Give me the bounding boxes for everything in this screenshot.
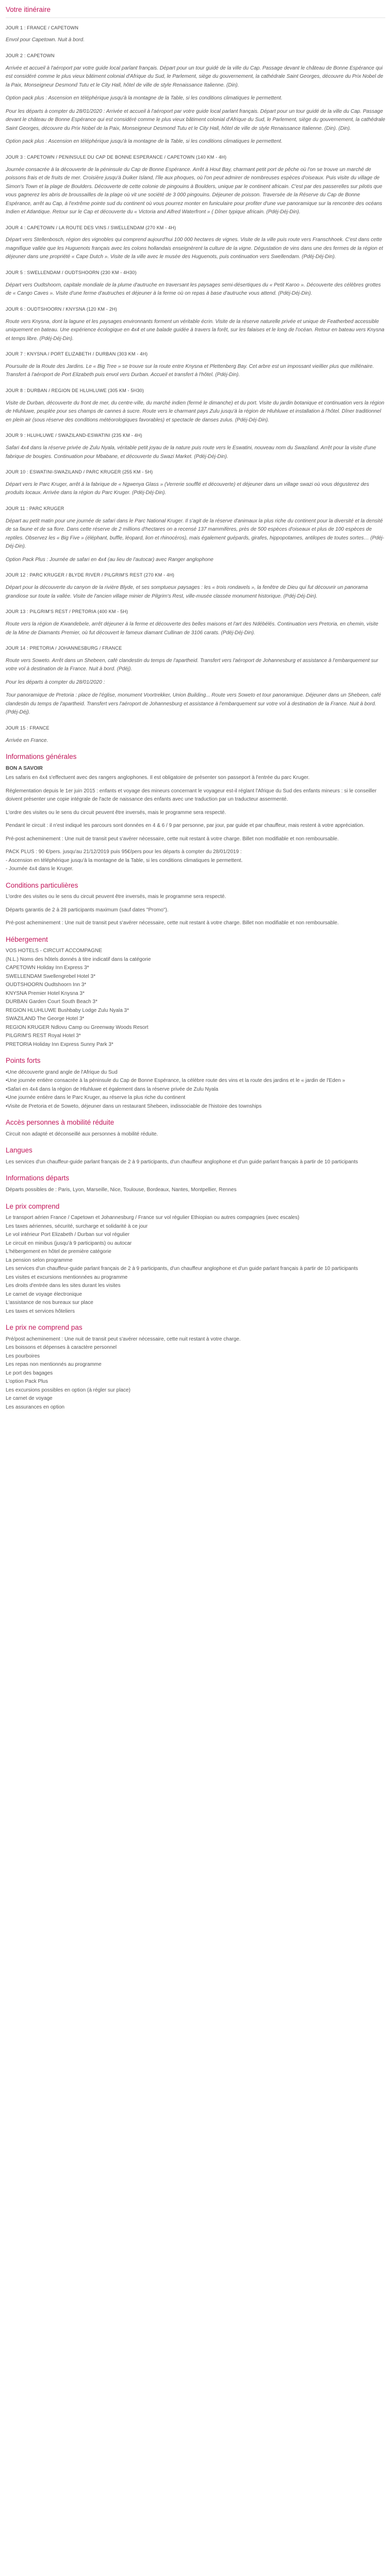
day-paragraph: Route vers la région de Kwandebele, arrêt déjeuner à la ferme et découverte des belles maisons et l'art des Ndébélés. Continuation vers Pretoria, en chemin, visite de la Mine de Diamants Premier, où fut découvert le fameux diamant Cullinan de 3106 carats. (Pdéj-Déj-Din). [6, 621, 379, 636]
day-title: JOUR 5 : SWELLENDAM / OUDTSHOORN (230 KM - 4H30) [6, 269, 137, 275]
day-title: JOUR 7 : KNYSNA / PORT ELIZABETH / DURBAN (303 KM - 4H) [6, 351, 148, 357]
hotel-item: PRETORIA Holiday Inn Express Sunny Park 3* [6, 1041, 113, 1047]
excluded-item: Les repas non mentionnés au programme [6, 1362, 102, 1368]
highlight-item: • Une découverte grand angle de l'Afrique du Sud [6, 1069, 385, 1077]
day-title: JOUR 12 : PARC KRUGER / BLYDE RIVER / PILGRIM'S REST (270 KM - 4H) [6, 572, 174, 578]
day-paragraph: Pour les départs à compter du 28/01/2020 : Arrivée et accueil à l'aéroport par votre guide local parlant français. Départ pour un tour guidé de la ville du Cap. Passage devant le château de Bonne Espérance qui est considéré comme le plus vieux bâtiment colonial d'Afrique du Sud, le Parlement, siège du gouvernement, la cathédrale Saint Georges, découvre du Prix Nobel de la Paix, Monseigneur Desmond Tutu et le City Hall, hôtel de ville de style Renaissance Italienne. (Din). (Din). [6, 108, 385, 131]
itinerary-day [6, 154, 385, 217]
condition-paragraph: Pré-post acheminement : Une nuit de transit peut s'avérer nécessaire, cette nuit restant à votre charge. Billet non modifiable et non remboursable. [6, 920, 339, 926]
info-paragraph: Les safaris en 4x4 s'effectuent avec des rangers anglophones. Il est obligatoire de présenter son passeport à l'entrée du parc Kruger. [6, 775, 309, 781]
condition-paragraph: L'ordre des visites ou le sens du circuit peuvent être inversés, mais le programme sera respecté. [6, 894, 226, 900]
hebergement-list [6, 947, 385, 1049]
included-item: Les taxes aériennes, sécurité, surcharge et solidarité à ce jour [6, 1223, 148, 1229]
day-paragraph: Option pack plus : Ascension en téléphérique jusqu'à la montagne de la Table, si les conditions climatiques le permettent. [6, 139, 283, 145]
prix-comprend-title: Le prix comprend [6, 1202, 60, 1210]
info-paragraph: Réglementation depuis le 1er juin 2015 : enfants et voyage des mineurs concernant le voyageur est-il réglant l'Afrique du Sud des enfants mineurs : si le conseiller doivent présenter une copie intégrale de l'acte de naissance des enfants avec une traduction par un traducteur assermenté. [6, 788, 377, 803]
hotel-item: DURBAN Garden Court South Beach 3* [6, 999, 97, 1005]
condition-paragraph: Départs garantis de 2 à 28 participants maximum (sauf dates "Promo"). [6, 907, 169, 913]
langues-title: Langues [6, 1146, 32, 1155]
day-paragraph: Arrivée en France. [6, 737, 48, 743]
day-paragraph: Pour les départs à compter du 28/01/2020 : [6, 679, 105, 685]
day-paragraph: Départ au petit matin pour une journée de safari dans le Parc National Kruger. Il s'agit de la réserve d'animaux la plus riche du continent pour la diversité et la densité de sa faune et de sa flore. Dans cette réserve de 2 millions d'hectares on a recensé 137 mammifères, près de 500 espèces d'oiseaux et plus de 100 espèces de reptiles. Observez les « Big Five » (éléphant, buffle, léopard, lion et rhinocéros), mais également guépards, girafes, hippopotames, antilopes de toutes sortes… (Pdéj-Déj-Din). [6, 518, 384, 550]
included-item: La pension selon programme [6, 1257, 73, 1263]
info-paragraph: PACK PLUS : 90 €/pers. jusqu'au 21/12/2019 puis 95€/pers pour les départs à compter du 28/01/2019 : - Ascension en téléphérique jusqu'à la montagne de la Table, si les conditions climatiques le permettent. - Journée 4x4 dans le Kruger. [6, 849, 243, 872]
hotel-item: KNYSNA Premier Hotel Knysna 3* [6, 990, 85, 996]
itinerary-title: Votre itinéraire [6, 6, 51, 13]
day-paragraph: Départ vers Oudtshoorn, capitale mondiale de la plume d'autruche en traversant les paysages semi-désertiques du « Petit Karoo ». Découverte des célèbres grottes de « Cango Caves ». Visite d'une ferme d'autruches et déjeuner à la ferme où on repas à base d'autruche vous attend. (Pdéj-Déj-Din). [6, 282, 381, 297]
excluded-item: Le port des bagages [6, 1370, 53, 1376]
included-item: L'assistance de nos bureaux sur place [6, 1300, 93, 1306]
departs-title: Informations départs [6, 1174, 70, 1182]
prix-ne-comprend-title: Le prix ne comprend pas [6, 1324, 83, 1332]
hotel-item: OUDTSHOORN Oudtshoorn Inn 3* [6, 982, 87, 988]
excluded-item: Le carnet de voyage [6, 1396, 53, 1402]
day-paragraph: Safari 4x4 dans la réserve privée de Zulu Nyala, véritable petit joyau de la nature puis route vers le Eswatini, nouveau nom du Swaziland. Arrêt pour la visite d'une fabrique de bougies. Continuation pour Mbabane, et découverte du Swazi Market. (Pdéj-Déj-Din). [6, 445, 377, 460]
day-title: JOUR 14 : PRETORIA / JOHANNESBURG / FRANCE [6, 646, 122, 651]
itinerary-day [6, 24, 385, 45]
hebergement-title: Hébergement [6, 935, 48, 943]
day-title: JOUR 13 : PILGRIM'S REST / PRETORIA (400 KM - 5H) [6, 609, 128, 615]
excluded-item: L'option Pack Plus [6, 1379, 48, 1385]
itinerary-day [6, 608, 385, 637]
itinerary-day [6, 52, 385, 146]
day-title: JOUR 11 : PARC KRUGER [6, 505, 64, 511]
itinerary-day [6, 269, 385, 298]
day-paragraph: Départ vers le Parc Kruger, arrêt à la fabrique de « Ngwenya Glass » (Verrerie soufflé et découverte) et déjeuner dans un village swazi où vous dégusterez des produits locaux. Arrivée dans la région du Parc Kruger. (Pdéj-Déj-Din). [6, 481, 369, 496]
highlight-item: • Safari en 4x4 dans la région de Hluhluwe et également dans la réserve privée de Zulu Nyala [6, 1086, 385, 1094]
included-item: Le transport aérien France / Capetown et Johannesburg / France sur vol régulier Ethiopian ou autres compagnies (avec escales) [6, 1215, 300, 1221]
highlight-item: • Une journée entière consacrée à la péninsule du Cap de Bonne Espérance, la célèbre route des vins et la route des jardins et le « jardin de l'Eden » [6, 1077, 385, 1086]
day-paragraph: Poursuite de la Route des Jardins. Le « Big Tree » se trouve sur la route entre Knysna et Plettenberg Bay. Cet arbre est un impossant vieillier plus que millénaire. Transfert à l'aéroport de Port Elizabeth puis envol vers Durban. Accueil et transfert à l'hôtel. (Pdéj-Din). [6, 363, 374, 378]
day-paragraph: Tour panoramique de Pretoria : place de l'église, monument Voortrekker, Union Building... Route vers Soweto et tour panoramique. Déjeuner dans un Shebeen, café clandestin du temps de l'apartheid. Transfert vers l'aéroport de Johannesburg et assistance à l'embarquement sur votre vol à destination de la France. Nuit à bord. (Pdéj-Déj). [6, 692, 381, 716]
day-paragraph: Option pack plus : Ascension en téléphérique jusqu'à la montagne de la Table, si les conditions climatiques le permettent. [6, 95, 283, 101]
day-paragraph: Route vers Knysna, dont la lagune et les paysages environnants forment un véritable écrin. Visite de la réserve naturelle privée et unique de Featherbed accessible uniquement en bateau. Une expérience écologique en 4x4 et une balade guidée à travers la forêt, sur les falaises et le long de l'océan. Retour en bateau vers Knysna et temps libre. (Pdéj-Déj-Din). [6, 318, 385, 342]
itinerary-day [6, 432, 385, 461]
highlight-item: • Visite de Pretoria et de Soweto, déjeuner dans un restaurant Shebeen, indissociable de l'histoire des townships [6, 1103, 385, 1111]
acces-text: Circuit non adapté et déconseillé aux personnes à mobilité réduite. [6, 1131, 158, 1137]
day-paragraph: Départ vers Stellenbosch, région des vignobles qui comprend aujourd'hui 100 000 hectares de vignes. Visite de la ville puis route vers Franschhoek. C'est dans cette magnifique vallée que les Huguenots français avec les colons hollandais enseignèrent la culture de la vigne. Dégustation de vins dans une des fermes de la région et déjeuner dans une propriété « Cape Dutch ». Visite de la ville avec le musée des Huguenots, puis continuation vers Swellendam. (Pdéj-Déj-Din). [6, 237, 383, 260]
excluded-item: Les pourboires [6, 1353, 40, 1359]
itinerary-day [6, 387, 385, 425]
day-paragraph: Envol pour Capetown. Nuit à bord. [6, 37, 85, 43]
highlight-item: • Une journée entière dans le Parc Kruger, au réserve la plus riche du continent [6, 1094, 385, 1103]
itinerary-day [6, 571, 385, 601]
included-item: L'hébergement en hôtel de première catégorie [6, 1249, 111, 1255]
hotel-item: SWELLENDAM Swellengrebel Hotel 3* [6, 973, 95, 979]
hotel-item: SWAZILAND The George Hotel 3* [6, 1016, 85, 1022]
excluded-item: Les excursions possibles en option (à régler sur place) [6, 1387, 131, 1393]
excluded-item: Pré/post acheminement : Une nuit de transit peut s'avérer nécessaire, cette nuit restant à votre charge. [6, 1336, 241, 1342]
itinerary-days [6, 24, 385, 745]
day-paragraph: Route vers Soweto. Arrêt dans un Shebeen, café clandestin du temps de l'apartheid. Transfert vers l'aéroport de Johannesburg et assistance à l'embarquement sur votre vol à destination de la France. Nuit à bord. (Pdéj). [6, 657, 379, 672]
conditions-title: Conditions particulières [6, 881, 78, 889]
included-item: Le circuit en minibus (jusqu'à 9 participants) ou autocar [6, 1240, 132, 1246]
hotel-item: VOS HOTELS - CIRCUIT ACCOMPAGNE [6, 948, 102, 954]
info-paragraph: Pendant le circuit : il n'est indiqué les parcours sont données en 4 & 6 / 9 par personne, par jour, par guide et par chauffeur, mais restent à votre appréciation. [6, 823, 365, 829]
langues-text: Les services d'un chauffeur-guide parlant français de 2 à 9 participants, d'un chauffeur anglophone et d'un guide parlant français à partir de 10 participants [6, 1159, 359, 1165]
hotel-item: PILGRIM'S REST Royal Hotel 3* [6, 1033, 81, 1039]
excluded-item: Les boissons et dépenses à caractère personnel [6, 1345, 117, 1351]
day-title: JOUR 6 : OUDTSHOORN / KNYSNA (120 KM - 2H) [6, 306, 117, 312]
hotel-item: REGION HLUHLUWE Bushbaby Lodge Zulu Nyala 3* [6, 1007, 129, 1013]
info-subtitle: BON A SAVOIR [6, 765, 43, 771]
itinerary-day [6, 350, 385, 380]
excluded-item: Les assurances en option [6, 1404, 64, 1410]
day-paragraph: Visite de Durban, découverte du front de mer, du centre-ville, du marché indien (fermé le dimanche) et du port. Visite du jardin botanique et continuation vers la région de Hluhluwe, peuplée pour ses champs de cannes à sucre. Route vers le charmant pays Zulu jusqu'à la région de Hluhluwe et installation à l'hôtel. Dîner traditionnel en plein air (sous réserve des conditions météorologiques favorables) et spectacle de danses zulus. (Pdéj-Déj-Din). [6, 400, 384, 423]
itinerary-day [6, 306, 385, 343]
day-paragraph: Journée consacrée à la découverte de la péninsule du Cap de Bonne Espérance. Arrêt à Hout Bay, charmant petit port de pêche où l'on se trouve un marché de poissons frais et de fruits de mer. Croisière jusqu'à Duiker Island, l'île aux phoques, où l'on peut admirer de nombreuses espèces d'oiseaux. Puis visite du village de Simon's Town et la plage de Boulders. Découverte de cette colonie de pingouins à Boulders, unique par le continent africain. C'est par des passerelles sur pilotis que vous gagnerez les abris de broussailles de la plage où vit une société de 3 000 pingouins. Déjeuner de poisson. Traversée de la Réserve du Cap de Bonne Espérance, arrêt au Cap, à l'extrême pointe sud du continent où vous pourrez monter en funiculaire pour profiter d'une vue panoramique sur la rencontre des océans Indien et Atlantique. Retour sur le Cap et découverte du « Victoria and Alfred Waterfront » ( Dîner typique africain. (Pdéj-Déj-Din). [6, 166, 382, 215]
itinerary-day [6, 645, 385, 717]
day-title: JOUR 15 : FRANCE [6, 725, 50, 731]
points-forts-title: Points forts [6, 1057, 41, 1065]
day-paragraph: Départ pour la découverte du canyon de la rivière Blyde, et ses somptueux paysages : les « trois rondavels », la fenêtre de Dieu qui fut découvrir un panorama grandiose sur toute la vallée. Visite de l'ancien village minier de Pilgrim's Rest, ville-musée classée monument historique. (Pdéj-Déj-Din). [6, 585, 368, 599]
hotel-item: CAPETOWN Holiday Inn Express 3* [6, 965, 89, 971]
info-paragraph: Pré-post acheminement : Une nuit de transit peut s'avérer nécessaire, cette nuit restant à votre charge. Billet non modifiable et non remboursable. [6, 836, 339, 842]
info-block [6, 765, 385, 874]
hotel-item: (N.L.) Noms des hôtels donnés à titre indicatif dans la catégorie [6, 956, 151, 962]
hotel-item: REGION KRUGER Ndlovu Camp ou Greenway Woods Resort [6, 1024, 149, 1030]
info-paragraphs [6, 774, 385, 874]
acces-title: Accès personnes à mobilité réduite [6, 1118, 115, 1127]
points-forts-list [6, 1069, 385, 1111]
conditions-block [6, 893, 385, 928]
itinerary-day [6, 224, 385, 262]
prix-ne-comprend-list [6, 1335, 385, 1412]
day-title: JOUR 10 : ESWATINI-SWAZILAND / PARC KRUGER (255 KM - 5H) [6, 469, 153, 475]
itinerary-day [6, 505, 385, 564]
day-title: JOUR 2 : CAPETOWN [6, 53, 55, 58]
included-item: Le carnet de voyage électronique [6, 1291, 82, 1297]
day-paragraph: Option Pack Plus : Journée de safari en 4x4 (au lieu de l'autocar) avec Ranger anglophone [6, 556, 214, 563]
included-item: Le vol intérieur Port Elizabeth / Durban sur vol régulier [6, 1232, 130, 1238]
included-item: Les taxes et services hôteliers [6, 1308, 75, 1314]
day-title: JOUR 9 : HLUHLUWE / SWAZILAND-ESWATINI (235 KM - 4H) [6, 433, 142, 438]
included-item: Les services d'un chauffeur-guide parlant français de 2 à 9 participants, d'un chauffeur anglophone et d'un guide parlant français à partir de 10 participants [6, 1266, 359, 1272]
info-paragraph: L'ordre des visites ou le sens du circuit peuvent être inversés, mais le programme sera respecté. [6, 809, 226, 816]
departs-text: Départs possibles de : Paris, Lyon, Marseille, Nice, Toulouse, Bordeaux, Nantes, Montpellier, Rennes [6, 1187, 237, 1193]
included-item: Les visites et excursions mentionnées au programme [6, 1274, 128, 1280]
included-item: Les droits d'entrée dans les sites durant les visites [6, 1283, 121, 1289]
day-title: JOUR 3 : CAPETOWN / PENINSULE DU CAP DE BONNE ESPERANCE / CAPETOWN (140 KM - 4H) [6, 154, 227, 160]
info-title: Informations générales [6, 753, 77, 761]
itinerary-day [6, 468, 385, 498]
itinerary-day [6, 724, 385, 745]
day-paragraph: Arrivée et accueil à l'aéroport par votre guide local parlant français. Départ pour un tour guidé de la ville du Cap. Passage devant le château de Bonne Espérance qui est considéré comme le plus vieux bâtiment colonial d'Afrique du Sud, le Parlement, siège du gouvernement, la cathédrale Saint Georges, découvre du Prix Nobel de la Paix, Monseigneur Desmond Tutu et le City Hall, hôtel de ville de style Renaissance Italienne. (Din). [6, 65, 383, 88]
day-title: JOUR 8 : DURBAN / REGION DE HLUHLUWE (305 KM - 5H30) [6, 387, 144, 393]
day-title: JOUR 4 : CAPETOWN / LA ROUTE DES VINS / SWELLENDAM (270 KM - 4H) [6, 225, 176, 230]
prix-comprend-list [6, 1214, 385, 1316]
day-title: JOUR 1 : FRANCE / CAPETOWN [6, 25, 79, 30]
